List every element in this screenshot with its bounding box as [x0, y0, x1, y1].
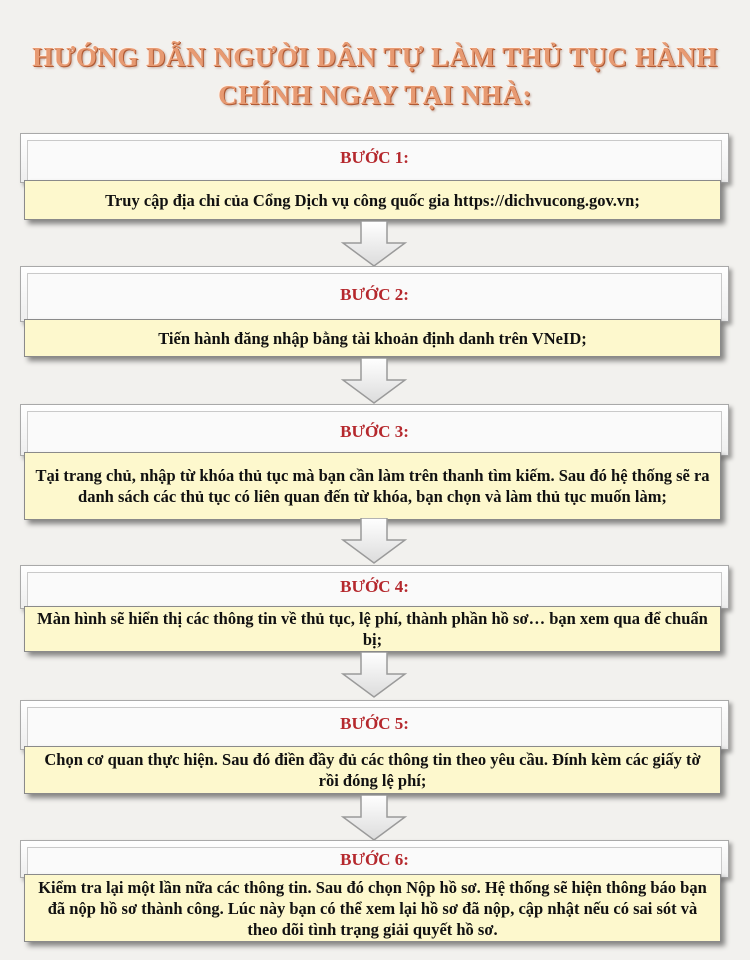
step-2-header [20, 266, 729, 322]
down-arrow-icon [339, 358, 409, 404]
step-2-text: Tiến hành đăng nhập bằng tài khoản định danh trên VNeID; [24, 319, 721, 357]
step-3-text: Tại trang chủ, nhập từ khóa thủ tục mà bạn cần làm trên thanh tìm kiếm. Sau đó hệ thống sẽ ra danh sách các thủ tục có liên quan đến từ khóa, bạn chọn và làm thủ tục muốn làm; [24, 452, 721, 520]
step-5-header [20, 700, 729, 750]
page-title-line-2: CHÍNH NGAY TẠI NHÀ: [218, 80, 532, 110]
step-6-text: Kiểm tra lại một lần nữa các thông tin. Sau đó chọn Nộp hồ sơ. Hệ thống sẽ hiện thông báo bạn đã nộp hồ sơ thành công. Lúc này bạn có thể xem lại hồ sơ đã nộp, cập nhật nếu có sai sót và theo dõi tình trạng giải quyết hồ sơ. [24, 874, 721, 942]
step-3-header [20, 404, 729, 456]
down-arrow-icon [339, 518, 409, 564]
step-4-text: Màn hình sẽ hiển thị các thông tin về thủ tục, lệ phí, thành phần hồ sơ… bạn xem qua để chuẩn bị; [24, 606, 721, 652]
down-arrow-icon [339, 795, 409, 841]
step-4-label: BƯỚC 4: [340, 577, 409, 596]
step-6-header [20, 840, 729, 878]
down-arrow-icon [339, 221, 409, 267]
step-5-text: Chọn cơ quan thực hiện. Sau đó điền đầy đủ các thông tin theo yêu cầu. Đính kèm các giấy tờ rồi đóng lệ phí; [24, 746, 721, 794]
step-6-label: BƯỚC 6: [340, 850, 409, 869]
down-arrow-icon [339, 652, 409, 698]
step-1-header [20, 133, 729, 183]
step-1-label: BƯỚC 1: [340, 148, 409, 167]
page-title-line-1: HƯỚNG DẪN NGƯỜI DÂN TỰ LÀM THỦ TỤC HÀNH [32, 42, 718, 72]
page-title [0, 38, 750, 114]
step-4-header [20, 565, 729, 609]
step-5-label: BƯỚC 5: [340, 714, 409, 733]
step-2-label: BƯỚC 2: [340, 285, 409, 304]
step-3-label: BƯỚC 3: [340, 422, 409, 441]
step-1-text: Truy cập địa chỉ của Cổng Dịch vụ công quốc gia https://dichvucong.gov.vn; [24, 180, 721, 220]
